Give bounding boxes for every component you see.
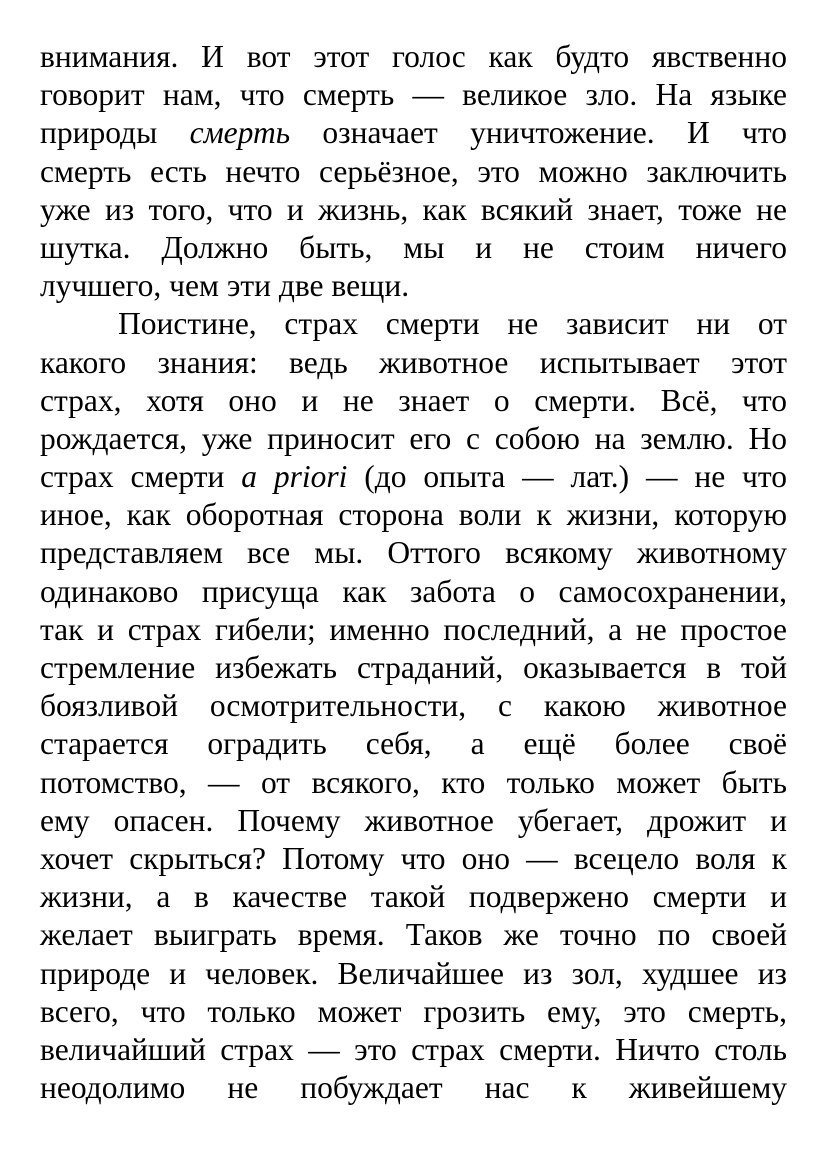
text-line: всего, что только может грозить ему, это смерть, — [40, 993, 787, 1029]
text-line: боязливой осмотрительности, с какою животное — [40, 688, 787, 724]
text-line: внимания. И вот этот голос как будто явственно — [40, 39, 787, 74]
text-line: говорит нам, что смерть — великое зло. На языке — [40, 77, 787, 113]
text-line: лучшего, чем эти две вещи. — [40, 268, 410, 304]
text-line: рождается, уже приносит его с собою на землю. Но — [40, 420, 787, 456]
text-line: старается оградить себя, а ещё более своё — [40, 726, 787, 762]
text-line — [40, 458, 787, 496]
document-page — [40, 38, 787, 1107]
text-line: желает выиграть время. Таков же точно по своей — [40, 917, 787, 953]
text-line: уже из того, что и жизнь, как всякий знает, тоже не — [40, 191, 787, 227]
text-line: природе и человек. Величайшее из зол, худшее из — [40, 955, 787, 991]
text-segment: страх смерти — [40, 459, 242, 495]
text-line — [40, 114, 787, 152]
text-line: жизни, а в качестве такой подвержено смерти и — [40, 879, 787, 915]
text-line: потомство, — от всякого, кто только может быть — [40, 764, 787, 800]
text-segment: означает уничтожение. И что — [290, 115, 787, 151]
text-line: иное, как оборотная сторона воли к жизни, которую — [40, 497, 787, 533]
text-line: так и страх гибели; именно последний, а не простое — [40, 611, 787, 647]
text-line: ему опасен. Почему животное убегает, дрожит и — [40, 802, 787, 838]
text-line: одинаково присуща как забота о самосохранении, — [40, 573, 787, 609]
text-segment: природы — [40, 115, 190, 151]
text-line: какого знания: ведь животное испытывает этот — [40, 344, 787, 380]
italic-term: смерть — [189, 115, 291, 151]
italic-term: a priori — [241, 459, 348, 495]
text-line: хочет скрыться? Потому что оно — всецело воля к — [40, 840, 787, 876]
text-line: шутка. Должно быть, мы и не стоим ничего — [40, 229, 787, 265]
text-line: величайший страх — это страх смерти. Ничто столь — [40, 1031, 787, 1067]
text-line: стремление избежать страданий, оказывается в той — [40, 650, 787, 685]
text-line: представляем все мы. Оттого всякому животному — [40, 535, 787, 571]
text-line: неодолимо не побуждает нас к живейшему — [40, 1070, 787, 1106]
text-line: страх, хотя оно и не знает о смерти. Всё, что — [40, 382, 787, 418]
text-line: смерть есть нечто серьёзное, это можно заключить — [40, 153, 787, 189]
text-line: Поистине, страх смерти не зависит ни от — [118, 306, 787, 342]
paragraph-2 — [40, 305, 787, 1107]
paragraph-1 — [40, 38, 787, 305]
text-segment: (до опыта — лат.) — не что — [347, 459, 787, 495]
